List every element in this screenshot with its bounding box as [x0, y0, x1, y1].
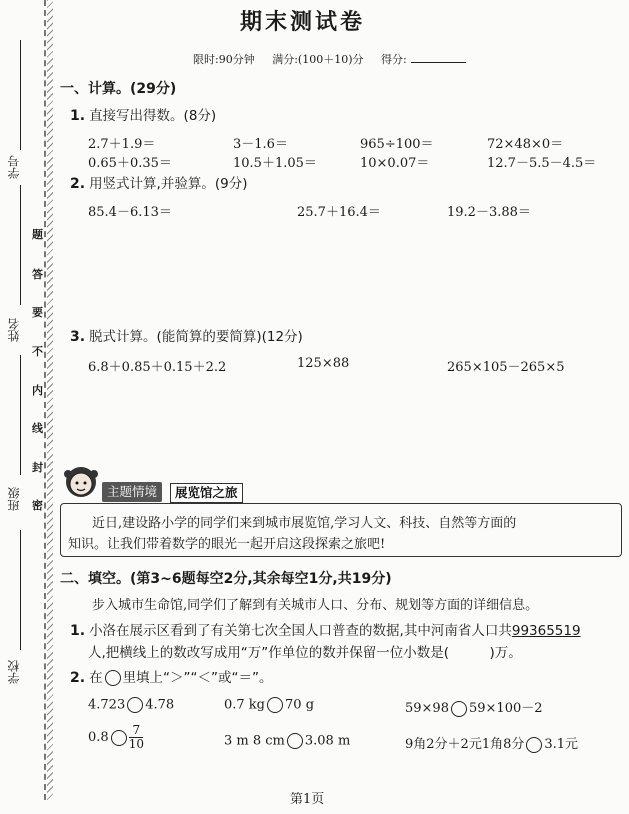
theme-subtitle: 展览馆之旅 — [170, 483, 243, 503]
section1-heading: 一、计算。(29分) — [60, 81, 177, 97]
compare-left: 9角2分＋2元1角8分 — [405, 737, 525, 752]
seal-char: 要 — [32, 306, 43, 319]
q-number: 1. — [70, 108, 86, 124]
q-text: 里填上“＞”“＜”或“＝”。 — [122, 670, 273, 686]
calc-item: 0.65＋0.35＝ — [88, 156, 172, 171]
population-number: 99365519 — [511, 623, 581, 639]
q2-1-line2: 人,把横线上的数改写成用“万”作单位的数并保留一位小数是( )万。 — [88, 645, 522, 661]
compare-right: 59×100－2 — [468, 701, 543, 716]
seal-char: 答 — [32, 268, 43, 281]
seal-char: 题 — [32, 228, 43, 241]
compare-left: 3 m 8 cm — [224, 733, 285, 749]
fraction-denominator: 10 — [128, 737, 144, 751]
score-blank[interactable] — [411, 62, 466, 63]
compare-right: 4.78 — [145, 697, 175, 713]
school-rule — [20, 530, 21, 650]
student-no-rule — [20, 40, 21, 150]
compare-left: 59×98 — [405, 701, 449, 716]
school-label: 学校 — [7, 660, 21, 684]
seal-char: 封 — [32, 461, 43, 474]
q1-1-heading — [70, 104, 216, 124]
q-text: 小洛在展示区看到了有关第七次全国人口普查的数据,其中河南省人口共 — [89, 623, 512, 639]
compare-circle[interactable] — [267, 697, 283, 713]
score-info — [193, 51, 466, 67]
q2-2-heading — [70, 666, 273, 686]
theme-tag: 主题情境 — [102, 482, 162, 502]
girl-mascot-icon — [60, 460, 102, 504]
compare-circle[interactable] — [111, 730, 127, 746]
score-label: 得分: — [381, 53, 407, 66]
class-label: 班级 — [7, 487, 21, 511]
seal-char: 密 — [32, 499, 43, 512]
calc-item: 72×48×0＝ — [487, 137, 564, 152]
name-rule — [20, 185, 21, 305]
name-label: 姓名 — [7, 318, 21, 342]
compare-item — [405, 697, 543, 717]
q-text: 直接写出得数。(8分) — [89, 108, 217, 124]
q2-1-line1 — [70, 619, 581, 639]
compare-item — [88, 697, 174, 713]
class-rule — [20, 355, 21, 475]
calc-item: 12.7－5.5－4.5＝ — [487, 156, 597, 171]
compare-right: 3.1元 — [544, 737, 579, 752]
compare-right: 70 g — [285, 697, 315, 713]
calc-item: 3－1.6＝ — [233, 137, 288, 152]
compare-left: 4.723 — [88, 697, 126, 713]
seal-char: 内 — [32, 384, 43, 397]
q1-2-heading — [70, 172, 247, 192]
time-limit: 限时:90分钟 — [193, 53, 255, 66]
page-title: 期末测试卷 — [240, 9, 366, 35]
compare-item — [405, 733, 578, 753]
calc-item: 965÷100＝ — [360, 137, 434, 152]
seal-char: 不 — [32, 345, 43, 358]
binding-hatch — [47, 0, 53, 800]
compare-circle[interactable] — [451, 701, 467, 717]
compare-circle[interactable] — [287, 733, 303, 749]
binding-dashed-line — [44, 0, 46, 800]
full-score: 满分:(100＋10)分 — [272, 53, 364, 66]
compare-item — [88, 724, 144, 751]
expression-item: 6.8＋0.85＋0.15＋2.2 — [88, 360, 227, 375]
theme-line1: 近日,建设路小学的同学们来到城市展览馆,学习人文、科技、自然等方面的 — [92, 516, 517, 531]
calc-item: 10×0.07＝ — [360, 156, 430, 171]
compare-item — [224, 733, 350, 749]
q-text: 用竖式计算,并验算。(9分) — [89, 176, 248, 192]
expression-item: 265×105－265×5 — [447, 360, 565, 375]
theme-line2: 知识。让我们带着数学的眼光一起开启这段探索之旅吧! — [68, 537, 386, 552]
fraction-numerator: 7 — [132, 723, 141, 737]
vertical-calc-item: 19.2－3.88＝ — [447, 205, 531, 220]
calc-item: 2.7＋1.9＝ — [88, 137, 156, 152]
q-number: 2. — [70, 670, 86, 686]
compare-left: 0.8 — [88, 730, 109, 745]
seal-char: 线 — [32, 422, 43, 435]
q-number: 3. — [70, 329, 86, 345]
compare-left: 0.7 kg — [224, 697, 266, 713]
page-number: 第1页 — [290, 792, 325, 807]
q-text: 脱式计算。(能简算的要简算)(12分) — [89, 329, 303, 345]
expression-item: 125×88 — [297, 356, 350, 371]
compare-circle[interactable] — [526, 737, 542, 753]
vertical-calc-item: 25.7＋16.4＝ — [297, 205, 381, 220]
q1-3-heading — [70, 325, 303, 345]
section2-intro: 步入城市生命馆,同学们了解到有关城市人口、分布、规划等方面的详细信息。 — [92, 598, 539, 613]
q-text: 在 — [89, 670, 103, 686]
compare-right: 3.08 m — [304, 733, 351, 749]
section2-heading: 二、填空。(第3~6题每空2分,其余每空1分,共19分) — [60, 571, 392, 587]
vertical-calc-item: 85.4－6.13＝ — [88, 205, 172, 220]
compare-circle[interactable] — [127, 697, 143, 713]
student-no-label: 学号 — [7, 155, 21, 179]
fraction — [129, 724, 144, 751]
calc-item: 10.5＋1.05＝ — [233, 156, 317, 171]
q-number: 1. — [70, 623, 86, 639]
compare-item — [224, 697, 314, 713]
q-number: 2. — [70, 176, 86, 192]
circle-icon — [105, 670, 121, 686]
